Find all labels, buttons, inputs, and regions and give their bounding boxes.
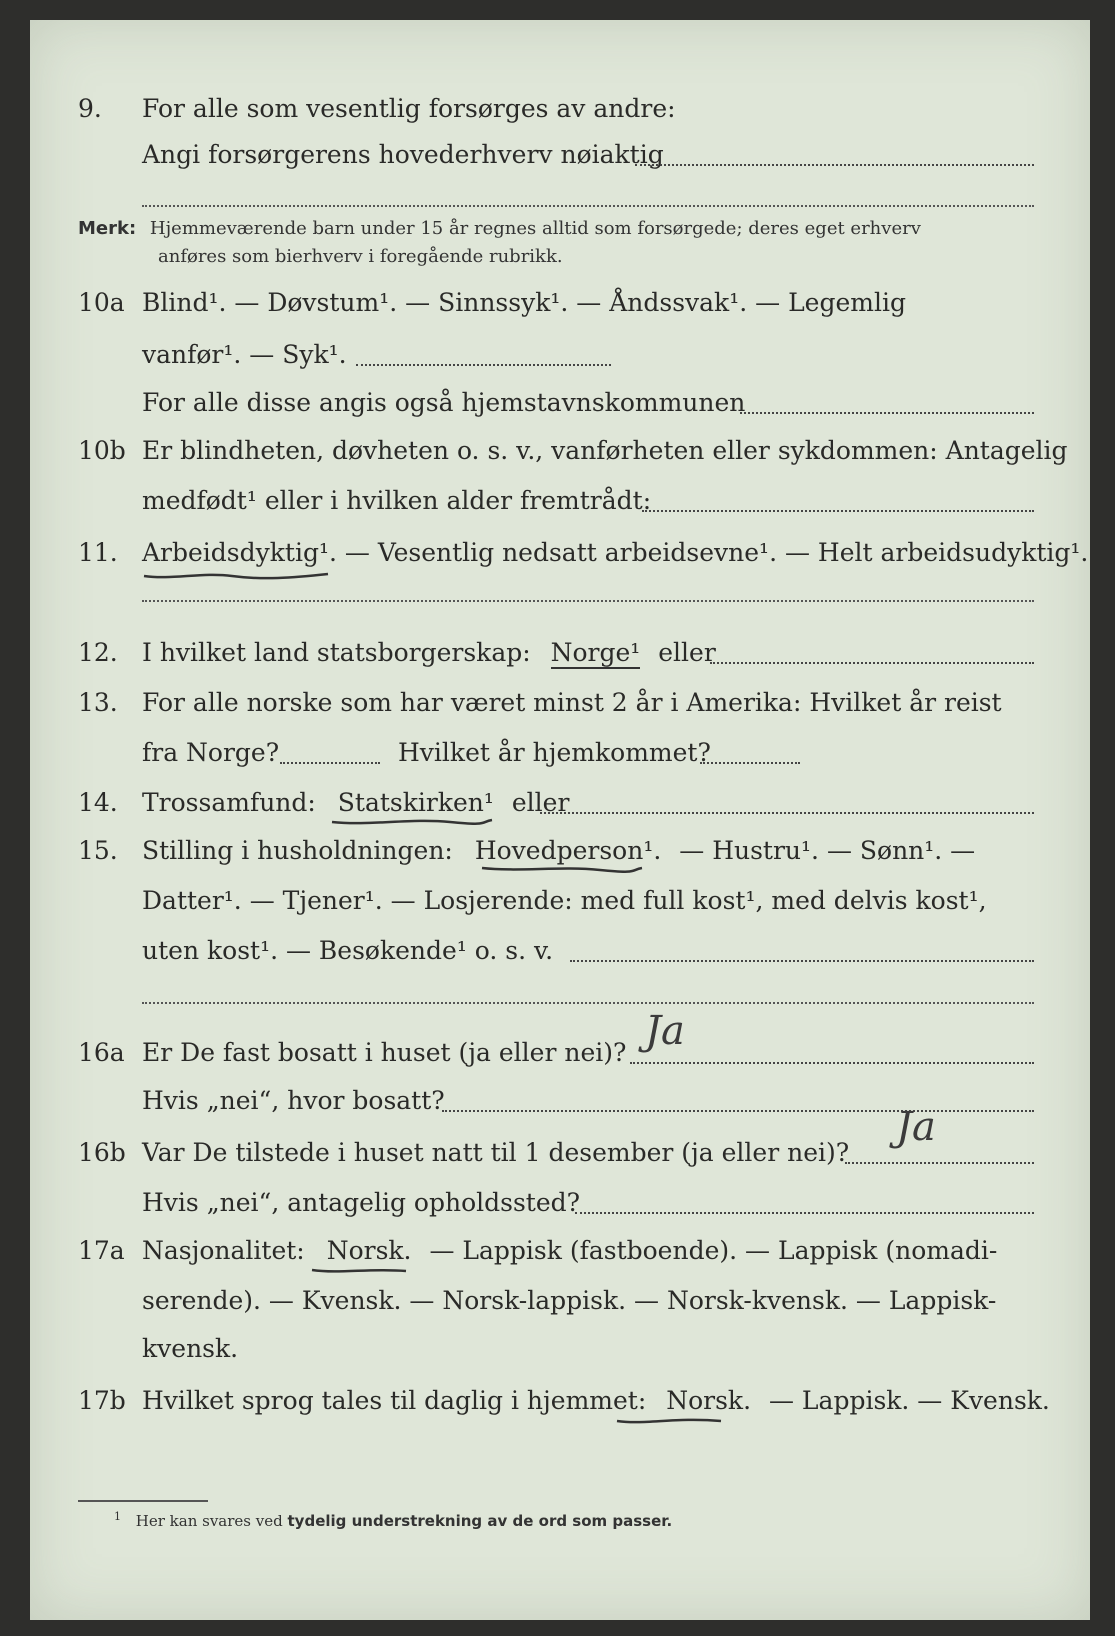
question-number: 15. [78,836,118,865]
answer-line[interactable] [142,1002,1034,1004]
question-text: Hvilket sprog tales til daglig i hjemmet: [142,1386,647,1415]
answer-line[interactable] [540,812,1034,814]
footnote-text: Her kan svares ved [135,1512,283,1530]
question-number: 13. [78,688,118,717]
question-text: Er De fast bosatt i huset (ja eller nei)? [142,1038,627,1067]
question-10a-line3 [30,382,1090,426]
question-text: For alle disse angis også hjemstavnskommunen [142,388,746,417]
question-text: Hvis „nei“, hvor bosatt? [142,1086,445,1115]
answer-line[interactable] [630,1062,1034,1064]
answer-line[interactable] [142,205,1034,207]
question-text-after: eller [511,788,570,817]
handwritten-underline [480,862,645,876]
question-9 [30,88,1090,132]
question-line [142,1386,1050,1415]
question-number: 10b [78,436,126,465]
question-10b-line2 [30,480,1090,524]
question-number: 12. [78,638,118,667]
question-number: 14. [78,788,118,817]
question-17b [30,1380,1090,1424]
footnote [114,1510,672,1530]
question-text: fra Norge? [142,738,280,767]
handwritten-underline [615,1414,725,1428]
underlined-answer: Norsk. [666,1386,752,1415]
note [78,218,921,239]
answer-line-left[interactable] [280,762,380,764]
question-13 [30,682,1090,726]
question-number: 10a [78,288,125,317]
question-line [142,836,975,865]
question-text: serende). — Kvensk. — Norsk-lappisk. — Norsk-kvensk. — Lappisk- [142,1286,997,1315]
question-15-line3 [30,930,1090,974]
question-15-line2 [30,880,1090,924]
question-9-line2 [30,134,1090,178]
question-text: Arbeidsdyktig¹. — Vesentlig nedsatt arbeidsevne¹. — Helt arbeidsudyktig¹. [142,538,1089,567]
question-text: Blind¹. — Døvstum¹. — Sinnssyk¹. — Åndssvak¹. — Legemlig [142,288,906,317]
underlined-answer: Norge¹ [550,638,641,667]
census-form-page [30,20,1090,1620]
answer-line[interactable] [642,510,1034,512]
handwritten-underline [330,814,495,828]
question-17a-line2 [30,1280,1090,1324]
answer-line[interactable] [740,412,1034,414]
question-text-after: eller [658,638,716,667]
question-text-after: — Lappisk (fastboende). — Lappisk (nomadi- [429,1236,998,1265]
note-label: Merk: [78,218,137,239]
question-text-after: — Hustru¹. — Sønn¹. — [679,836,976,865]
question-text: Hvis „nei“, antagelig opholdssted? [142,1188,581,1217]
question-number: 9. [78,94,102,123]
question-text: Var De tilstede i huset natt til 1 desember (ja eller nei)? [142,1138,850,1167]
question-number: 16a [78,1038,125,1067]
question-text: kvensk. [142,1334,239,1363]
handwritten-answer: Ja [896,1104,936,1150]
question-10a [30,282,1090,326]
question-line [142,1236,997,1265]
handwritten-underline [310,1264,410,1278]
underlined-answer: Hovedperson¹. [474,836,662,865]
handwritten-answer: Ja [645,1008,685,1054]
question-text: uten kost¹. — Besøkende¹ o. s. v. [142,936,554,965]
question-10a-line2 [30,334,1090,378]
question-text: Nasjonalitet: [142,1236,305,1265]
question-14 [30,782,1090,826]
question-text: vanfør¹. — Syk¹. [142,340,347,369]
question-text: Er blindheten, døvheten o. s. v., vanførheten eller sykdommen: Antagelig [142,436,1068,465]
question-text: Trossamfund: [142,788,316,817]
footnote-divider [78,1500,208,1502]
handwritten-underline [142,568,332,582]
question-text: Datter¹. — Tjener¹. — Losjerende: med full kost¹, med delvis kost¹, [142,886,987,915]
answer-line[interactable] [635,164,1034,166]
answer-line[interactable] [442,1110,1034,1112]
question-text: For alle som vesentlig forsørges av andre: [142,94,676,123]
question-text: medfødt¹ eller i hvilken alder fremtrådt: [142,486,652,515]
question-16b-line2 [30,1182,1090,1226]
question-number: 16b [78,1138,126,1167]
question-text: Hvilket år hjemkommet? [398,738,711,767]
question-17a-line3 [30,1328,1090,1372]
answer-line[interactable] [142,600,1034,602]
answer-line[interactable] [845,1162,1034,1164]
answer-line-right[interactable] [700,762,800,764]
note-text: Hjemmeværende barn under 15 år regnes alltid som forsørgede; deres eget erhverv [149,218,921,239]
question-line [142,638,716,667]
answer-line[interactable] [710,662,1034,664]
question-text: Stilling i husholdningen: [142,836,453,865]
footnote-mark: 1 [114,1510,121,1523]
answer-line[interactable] [356,364,611,366]
question-text-after: — Lappisk. — Kvensk. [768,1386,1050,1415]
question-number: 17b [78,1386,126,1415]
answer-line[interactable] [570,960,1034,962]
question-text: For alle norske som har været minst 2 år i Amerika: Hvilket år reist [142,688,1002,717]
question-text: I hvilket land statsborgerskap: [142,638,531,667]
underlined-answer: Statskirken¹ [337,788,494,817]
question-17a [30,1230,1090,1274]
question-number: 11. [78,538,118,567]
question-line [142,788,569,817]
footnote-emphasis: tydelig understrekning av de ord som passer. [287,1512,673,1530]
question-12 [30,632,1090,676]
question-13-line2 [30,732,1090,776]
note-line2: anføres som bierhverv i foregående rubrikk. [158,246,563,267]
answer-line[interactable] [575,1212,1034,1214]
question-16a [30,1032,1090,1076]
question-text: Angi forsørgerens hovederhverv nøiaktig [142,140,664,169]
underlined-answer: Norsk. [326,1236,412,1265]
question-number: 17a [78,1236,125,1265]
question-10b [30,430,1090,474]
